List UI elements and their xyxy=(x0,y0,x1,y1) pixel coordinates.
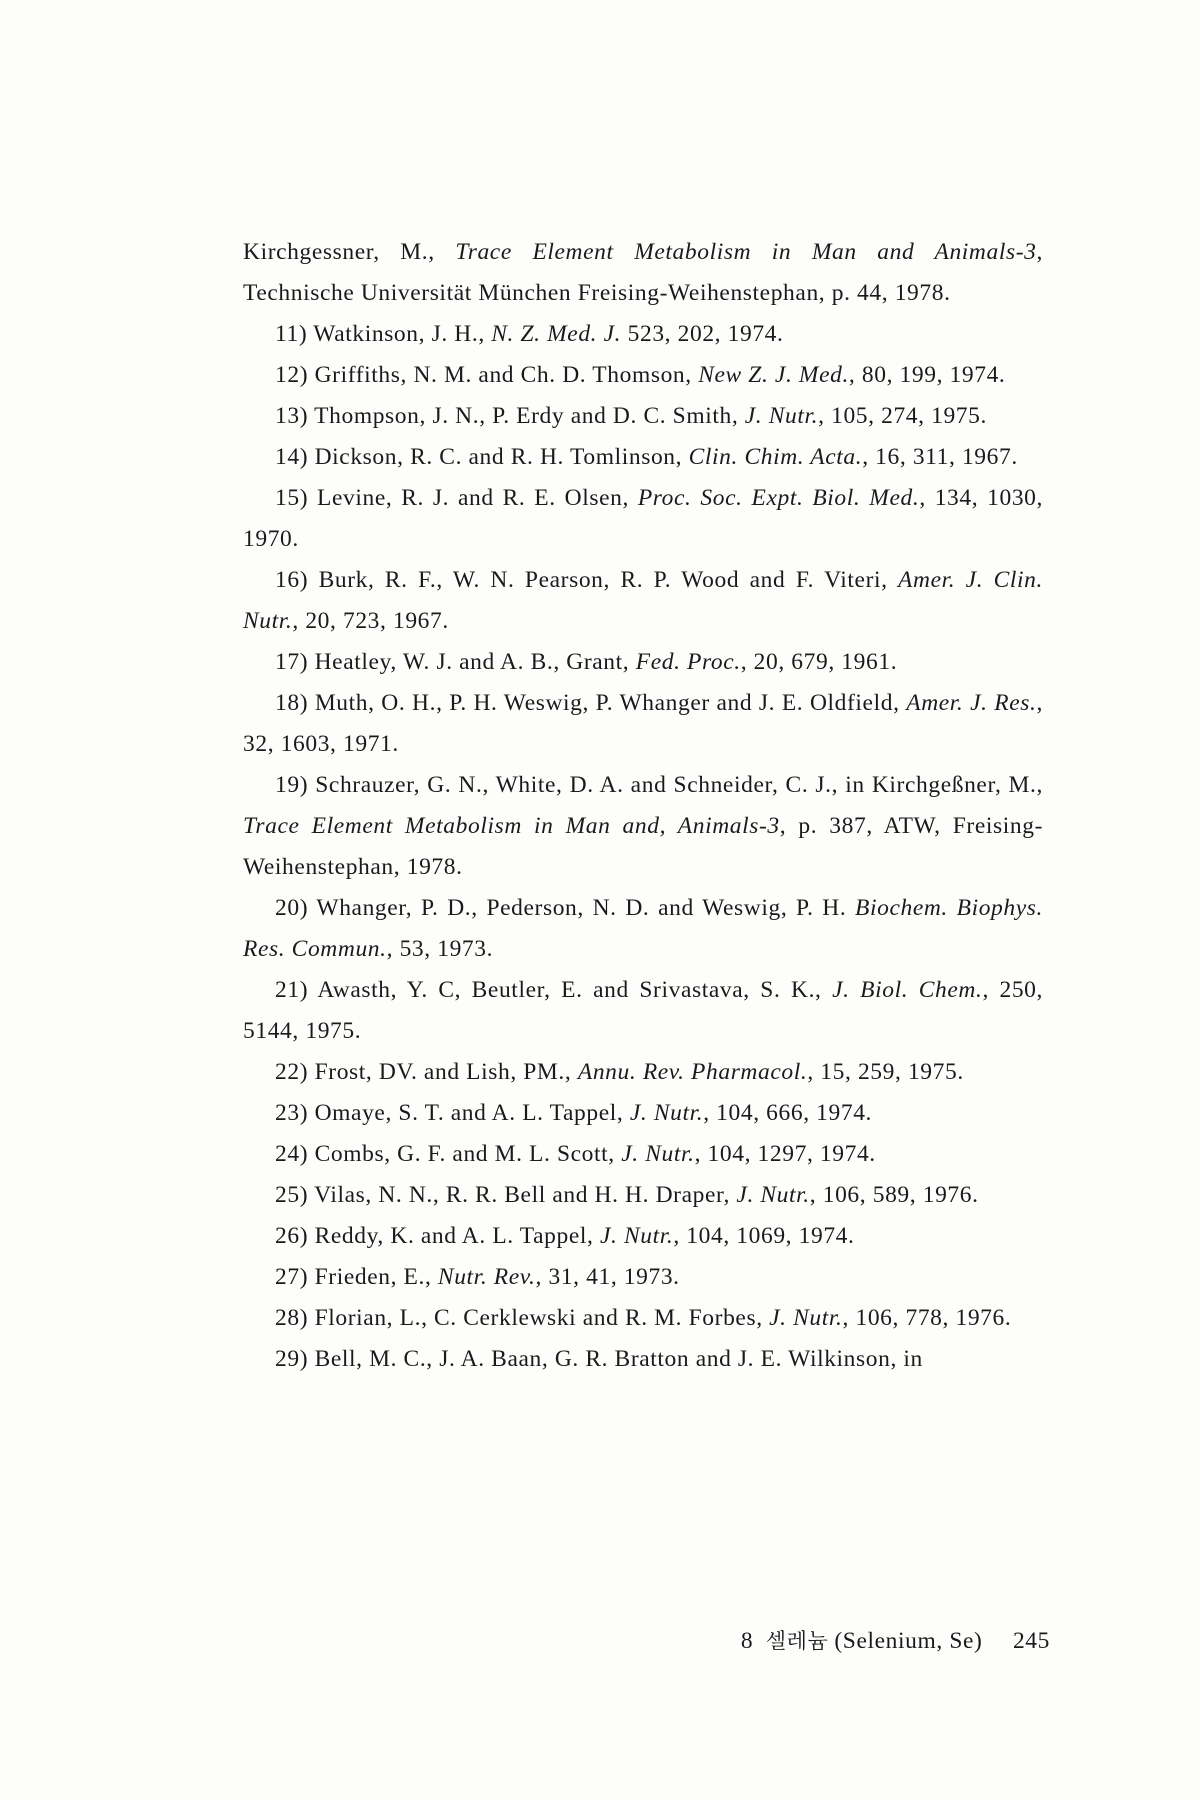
reference-text: 18) Muth, O. H., P. H. Weswig, P. Whanger and J. E. Oldfield, xyxy=(275,690,907,716)
reference-text: , p. 387, ATW, Freising-Weihenstephan, 1978. xyxy=(243,813,1044,880)
reference-source-title: J. Biol. Chem. xyxy=(832,977,983,1003)
reference-entry xyxy=(243,437,1043,478)
reference-entry xyxy=(243,560,1043,642)
reference-text: , 104, 666, 1974. xyxy=(703,1100,873,1126)
reference-text: 523, 202, 1974. xyxy=(621,321,784,347)
reference-text: 24) Combs, G. F. and M. L. Scott, xyxy=(275,1141,622,1167)
reference-text: 29) Bell, M. C., J. A. Baan, G. R. Bratton and J. E. Wilkinson, in xyxy=(275,1346,923,1372)
reference-text: , 250, 5144, 1975. xyxy=(243,977,1043,1044)
reference-text: , 80, 199, 1974. xyxy=(848,362,1006,388)
reference-text: 25) Vilas, N. N., R. R. Bell and H. H. Draper, xyxy=(275,1182,737,1208)
reference-text: Kirchgessner, M., xyxy=(243,239,456,265)
reference-entry xyxy=(243,355,1043,396)
reference-text: 28) Florian, L., C. Cerklewski and R. M. Forbes, xyxy=(275,1305,770,1331)
reference-text: 22) Frost, DV. and Lish, PM., xyxy=(275,1059,578,1085)
reference-text: , 104, 1069, 1974. xyxy=(673,1223,855,1249)
reference-entry xyxy=(243,1093,1043,1134)
reference-entry xyxy=(243,232,1043,314)
reference-text: 27) Frieden, E., xyxy=(275,1264,438,1290)
reference-source-title: Biochem. Biophys. Res. Commun. xyxy=(243,895,1043,962)
reference-text: , 31, 41, 1973. xyxy=(535,1264,680,1290)
reference-text: 14) Dickson, R. C. and R. H. Tomlinson, xyxy=(275,444,689,470)
reference-text: , 15, 259, 1975. xyxy=(807,1059,964,1085)
reference-source-title: J. Nutr. xyxy=(599,1223,674,1249)
chapter-title-korean: 셀레늄 xyxy=(765,1629,829,1653)
reference-source-title: Amer. J. Clin. Nutr. xyxy=(243,567,1043,634)
reference-source-title: Amer. J. Res. xyxy=(906,690,1037,716)
reference-source-title: Trace Element Metabolism in Man and, Animals-3 xyxy=(243,813,780,839)
reference-entry xyxy=(243,888,1043,970)
reference-text: , 104, 1297, 1974. xyxy=(694,1141,876,1167)
reference-text: , Technische Universität München Freising-Weihenstephan, p. 44, 1978. xyxy=(243,239,1043,306)
reference-entry xyxy=(243,765,1043,888)
reference-source-title: J. Nutr. xyxy=(769,1305,843,1331)
running-footer xyxy=(741,1625,1050,1655)
reference-source-title: J. Nutr. xyxy=(736,1182,810,1208)
reference-entry xyxy=(243,314,1043,355)
reference-text: , 105, 274, 1975. xyxy=(818,403,987,429)
reference-text: , 134, 1030, 1970. xyxy=(243,485,1044,552)
reference-entry xyxy=(243,1339,1043,1380)
reference-text: , 106, 778, 1976. xyxy=(842,1305,1012,1331)
reference-entry xyxy=(243,1298,1043,1339)
reference-source-title: Trace Element Metabolism in Man and Animals-3 xyxy=(455,239,1037,265)
reference-entry xyxy=(243,1052,1043,1093)
reference-source-title: Nutr. Rev. xyxy=(437,1264,536,1290)
reference-text: 26) Reddy, K. and A. L. Tappel, xyxy=(275,1223,600,1249)
reference-entry xyxy=(243,683,1043,765)
reference-text: , 20, 723, 1967. xyxy=(292,608,449,634)
page-number: 245 xyxy=(1012,1628,1050,1654)
reference-text: 11) Watkinson, J. H., xyxy=(275,321,492,347)
reference-source-title: J. Nutr. xyxy=(744,403,819,429)
reference-text: 19) Schrauzer, G. N., White, D. A. and Schneider, C. J., in Kirchgeßner, M., xyxy=(275,772,1043,798)
reference-source-title: New Z. J. Med. xyxy=(698,362,849,388)
chapter-number: 8 xyxy=(740,1628,754,1654)
reference-source-title: J. Nutr. xyxy=(629,1100,704,1126)
reference-text: , 53, 1973. xyxy=(386,936,494,962)
reference-list xyxy=(243,232,1043,1380)
reference-entry xyxy=(243,1175,1043,1216)
reference-text: , 20, 679, 1961. xyxy=(740,649,898,675)
reference-source-title: J. Nutr. xyxy=(621,1141,695,1167)
reference-text: 13) Thompson, J. N., P. Erdy and D. C. Smith, xyxy=(275,403,745,429)
reference-text: 20) Whanger, P. D., Pederson, N. D. and Weswig, P. H. xyxy=(275,895,856,921)
reference-text: 23) Omaye, S. T. and A. L. Tappel, xyxy=(275,1100,630,1126)
reference-source-title: Clin. Chim. Acta. xyxy=(688,444,863,470)
reference-entry xyxy=(243,1134,1043,1175)
reference-text: 17) Heatley, W. J. and A. B., Grant, xyxy=(275,649,636,675)
reference-text: , 32, 1603, 1971. xyxy=(243,690,1043,757)
reference-source-title: N. Z. Med. J. xyxy=(491,321,622,347)
chapter-title-latin: (Selenium, Se) xyxy=(834,1628,983,1654)
reference-text: 15) Levine, R. J. and R. E. Olsen, xyxy=(275,485,638,511)
reference-source-title: Annu. Rev. Pharmacol. xyxy=(577,1059,808,1085)
reference-entry xyxy=(243,970,1043,1052)
reference-entry xyxy=(243,478,1043,560)
reference-source-title: Proc. Soc. Expt. Biol. Med. xyxy=(637,485,920,511)
reference-entry xyxy=(243,396,1043,437)
reference-text: 16) Burk, R. F., W. N. Pearson, R. P. Wood and F. Viteri, xyxy=(275,567,899,593)
reference-entry xyxy=(243,1257,1043,1298)
reference-text: 12) Griffiths, N. M. and Ch. D. Thomson, xyxy=(275,362,699,388)
reference-source-title: Fed. Proc. xyxy=(635,649,741,675)
reference-entry xyxy=(243,1216,1043,1257)
reference-text: , 16, 311, 1967. xyxy=(862,444,1018,470)
reference-entry xyxy=(243,642,1043,683)
reference-text: , 106, 589, 1976. xyxy=(809,1182,979,1208)
reference-text: 21) Awasth, Y. C, Beutler, E. and Srivastava, S. K., xyxy=(275,977,833,1003)
